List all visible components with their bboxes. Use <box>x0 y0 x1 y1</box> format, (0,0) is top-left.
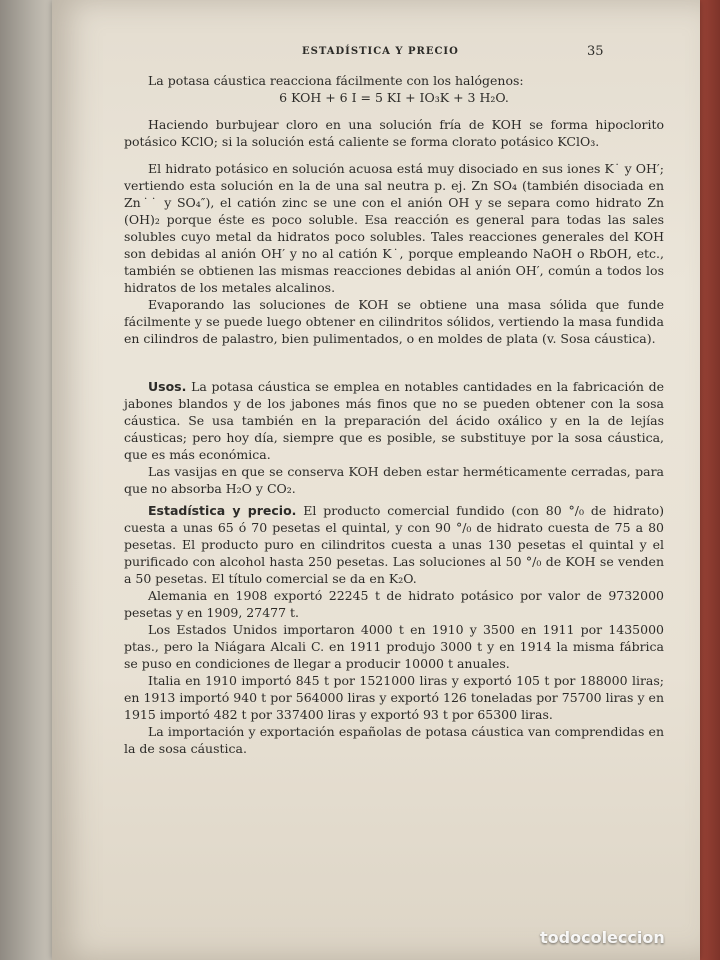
paragraph-halogens: La potasa cáustica reacciona fácilmente con los halógenos: <box>148 73 524 88</box>
watermark-logo: todocoleccion <box>540 928 665 947</box>
paragraph-spain: La importación y exportación españolas de potasa cáustica van comprendidas en la de sosa cáustica. <box>124 724 664 756</box>
running-head: ESTADÍSTICA Y PRECIO <box>302 46 459 57</box>
paragraph-evaporation: Evaporando las soluciones de KOH se obtiene una masa sólida que funde fácilmente y se puede luego obtener en cilindritos sólidos, vertiendo la masa fundida en cilindros de palastro, bien pulimentados, o en moldes de plata (v. Sosa cáustica). <box>124 297 664 346</box>
paragraph-chlorine: Haciendo burbujear cloro en una solución fría de KOH se forma hipoclorito potásico KClO; si la solución está caliente se forma clorato potásico KClO₃. <box>124 117 664 149</box>
book-page <box>52 0 700 960</box>
uses-heading: Usos. <box>148 379 187 394</box>
text-block-statistics <box>124 502 664 757</box>
paragraph-uses <box>124 378 664 463</box>
background-left <box>0 0 60 960</box>
page-number: 35 <box>587 44 604 59</box>
paragraph-ions: El hidrato potásico en solución acuosa está muy disociado en sus iones K˙ y OH′; vertiendo esta solución en la de una sal neutra p. ej. Zn SO₄ (también disociada en Zn˙˙ y SO₄″), el catión zinc se une con el anión OH y se separa como hidrato Zn (OH)₂ porque éste es poco soluble. Esa reacción es general para todas las sales solubles cuyo metal da hidratos poco solubles. Tales reacciones generales del KOH son debidas al anión OH′ y no al catión K˙, porque empleando NaOH o RbOH, etc., también se obtienen las mismas reacciones debidas al anión OH′, común a todos los hidratos de los metales alcalinos. <box>124 161 664 295</box>
text-block-chemistry <box>124 72 664 347</box>
uses-text: La potasa cáustica se emplea en notables cantidades en la fabricación de jabones blandos y de los jabones más finos que no se pueden obtener con la sosa cáustica. Se usa también en la preparación del ácido oxálico y en la de lejías cáusticas; pero hoy día, siempre que es posible, se substituye por la sosa cáustica, que es más económica. <box>124 379 664 462</box>
paragraph-storage: Las vasijas en que se conserva KOH deben estar herméticamente cerradas, para que no absorba H₂O y CO₂. <box>124 464 664 496</box>
paragraph-italy: Italia en 1910 importó 845 t por 1521000 liras y exportó 105 t por 188000 liras; en 1913 importó 940 t por 564000 liras y exportó 126 toneladas por 75700 liras y en 1915 importó 482 t por 337400 liras y exportó 93 t por 65300 liras. <box>124 673 664 722</box>
text-block-uses <box>124 378 664 497</box>
paragraph-united-states: Los Estados Unidos importaron 4000 t en 1910 y 3500 en 1911 por 1435000 ptas., pero la Niágara Alcali C. en 1911 produjo 3000 t y en 1914 la misma fábrica se puso en condiciones de llegar a producir 10000 t anuales. <box>124 622 664 671</box>
statistics-heading: Estadística y precio. <box>148 503 297 518</box>
chemical-equation: 6 KOH + 6 I = 5 KI + IO₃K + 3 H₂O. <box>279 90 509 105</box>
paragraph-germany: Alemania en 1908 exportó 22245 t de hidrato potásico por valor de 9732000 pesetas y en 1909, 27477 t. <box>124 588 664 620</box>
prices-text: El producto comercial fundido (con 80 °/₀ de hidrato) cuesta a unas 65 ó 70 pesetas el quintal, y con 90 °/₀ de hidrato cuesta de 75 a 80 pesetas. El producto puro en cilindritos cuesta a unas 130 pesetas el quintal y el purificado con alcohol hasta 250 pesetas. Las soluciones al 50 °/₀ de KOH se venden a 50 pesetas. El título comercial se da en K₂O. <box>124 503 665 586</box>
paragraph-prices <box>124 502 664 587</box>
